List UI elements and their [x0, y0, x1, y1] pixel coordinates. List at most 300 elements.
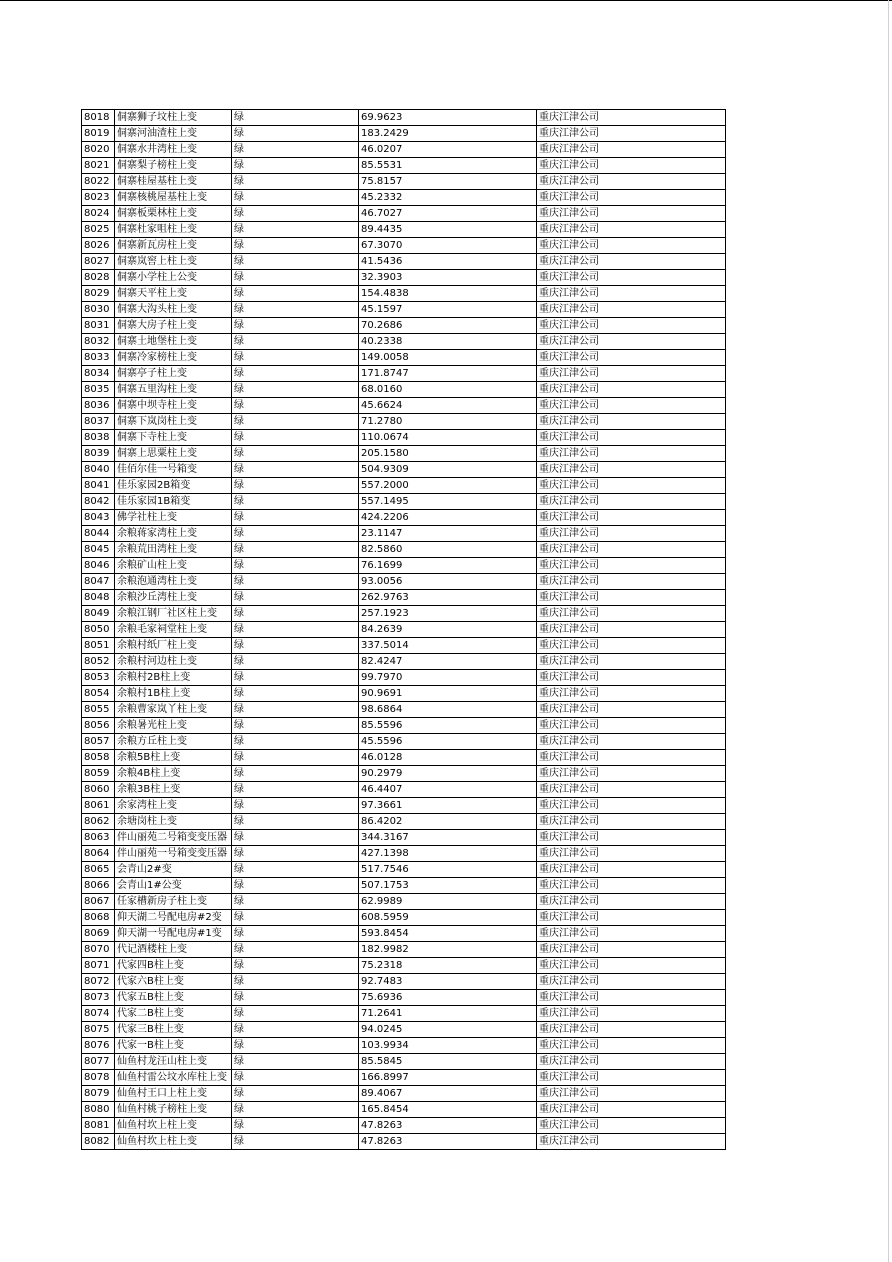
status-color-cell: 绿: [232, 526, 359, 542]
table-row: [82, 1038, 726, 1054]
value-cell: 41.5436: [359, 254, 537, 270]
row-id-cell: 8023: [82, 190, 115, 206]
row-id-cell: 8036: [82, 398, 115, 414]
transformer-name-cell: 余粮毛家祠堂柱上变: [115, 622, 232, 638]
table-row: [82, 974, 726, 990]
row-id-cell: 8053: [82, 670, 115, 686]
company-cell: 重庆江津公司: [537, 894, 726, 910]
value-cell: 262.9763: [359, 590, 537, 606]
table-row: [82, 590, 726, 606]
transformer-name-cell: 余塘岗柱上变: [115, 814, 232, 830]
row-id-cell: 8068: [82, 910, 115, 926]
value-cell: 85.5596: [359, 718, 537, 734]
transformer-name-cell: 余粮江钢厂社区柱上变: [115, 606, 232, 622]
transformer-name-cell: 佛学社柱上变: [115, 510, 232, 526]
value-cell: 75.6936: [359, 990, 537, 1006]
table-row: [82, 894, 726, 910]
company-cell: 重庆江津公司: [537, 798, 726, 814]
company-cell: 重庆江津公司: [537, 366, 726, 382]
transformer-name-cell: 代家五B柱上变: [115, 990, 232, 1006]
status-color-cell: 绿: [232, 894, 359, 910]
company-cell: 重庆江津公司: [537, 638, 726, 654]
status-color-cell: 绿: [232, 574, 359, 590]
transformer-name-cell: 余粮村纸厂柱上变: [115, 638, 232, 654]
company-cell: 重庆江津公司: [537, 958, 726, 974]
row-id-cell: 8054: [82, 686, 115, 702]
table-row: [82, 606, 726, 622]
table-row: [82, 702, 726, 718]
value-cell: 46.4407: [359, 782, 537, 798]
company-cell: 重庆江津公司: [537, 302, 726, 318]
company-cell: 重庆江津公司: [537, 158, 726, 174]
value-cell: 69.9623: [359, 110, 537, 126]
company-cell: 重庆江津公司: [537, 142, 726, 158]
status-color-cell: 绿: [232, 750, 359, 766]
value-cell: 154.4838: [359, 286, 537, 302]
status-color-cell: 绿: [232, 366, 359, 382]
value-cell: 97.3661: [359, 798, 537, 814]
company-cell: 重庆江津公司: [537, 350, 726, 366]
value-cell: 40.2338: [359, 334, 537, 350]
table-row: [82, 990, 726, 1006]
transformer-name-cell: 侗寨核桃屋基柱上变: [115, 190, 232, 206]
row-id-cell: 8081: [82, 1118, 115, 1134]
row-id-cell: 8074: [82, 1006, 115, 1022]
table-row: [82, 382, 726, 398]
value-cell: 90.2979: [359, 766, 537, 782]
transformer-name-cell: 侗寨上思粟柱上变: [115, 446, 232, 462]
row-id-cell: 8061: [82, 798, 115, 814]
table-row: [82, 638, 726, 654]
transformer-name-cell: 余粮村河边柱上变: [115, 654, 232, 670]
transformer-name-cell: 代家二B柱上变: [115, 1006, 232, 1022]
value-cell: 45.1597: [359, 302, 537, 318]
table-row: [82, 430, 726, 446]
table-row: [82, 958, 726, 974]
company-cell: 重庆江津公司: [537, 574, 726, 590]
transformer-name-cell: 侗寨下岚岗柱上变: [115, 414, 232, 430]
table-row: [82, 206, 726, 222]
row-id-cell: 8067: [82, 894, 115, 910]
company-cell: 重庆江津公司: [537, 526, 726, 542]
table-row: [82, 366, 726, 382]
value-cell: 46.0128: [359, 750, 537, 766]
value-cell: 92.7483: [359, 974, 537, 990]
company-cell: 重庆江津公司: [537, 622, 726, 638]
row-id-cell: 8021: [82, 158, 115, 174]
status-color-cell: 绿: [232, 862, 359, 878]
value-cell: 110.0674: [359, 430, 537, 446]
value-cell: 182.9982: [359, 942, 537, 958]
status-color-cell: 绿: [232, 110, 359, 126]
row-id-cell: 8045: [82, 542, 115, 558]
status-color-cell: 绿: [232, 878, 359, 894]
table-row: [82, 286, 726, 302]
status-color-cell: 绿: [232, 222, 359, 238]
transformer-name-cell: 侗寨岚窖上柱上变: [115, 254, 232, 270]
table-row: [82, 158, 726, 174]
value-cell: 82.5860: [359, 542, 537, 558]
row-id-cell: 8055: [82, 702, 115, 718]
value-cell: 427.1398: [359, 846, 537, 862]
status-color-cell: 绿: [232, 1054, 359, 1070]
status-color-cell: 绿: [232, 654, 359, 670]
company-cell: 重庆江津公司: [537, 414, 726, 430]
row-id-cell: 8072: [82, 974, 115, 990]
row-id-cell: 8059: [82, 766, 115, 782]
value-cell: 67.3070: [359, 238, 537, 254]
company-cell: 重庆江津公司: [537, 974, 726, 990]
transformer-name-cell: 余粮3B柱上变: [115, 782, 232, 798]
table-row: [82, 878, 726, 894]
status-color-cell: 绿: [232, 190, 359, 206]
value-cell: 608.5959: [359, 910, 537, 926]
row-id-cell: 8032: [82, 334, 115, 350]
row-id-cell: 8035: [82, 382, 115, 398]
value-cell: 89.4435: [359, 222, 537, 238]
transformer-name-cell: 仰天湖二号配电房#2变: [115, 910, 232, 926]
row-id-cell: 8052: [82, 654, 115, 670]
company-cell: 重庆江津公司: [537, 1006, 726, 1022]
transformer-name-cell: 余粮矿山柱上变: [115, 558, 232, 574]
company-cell: 重庆江津公司: [537, 238, 726, 254]
row-id-cell: 8022: [82, 174, 115, 190]
table-body: [82, 110, 726, 1150]
row-id-cell: 8060: [82, 782, 115, 798]
transformer-name-cell: 侗寨狮子坟柱上变: [115, 110, 232, 126]
status-color-cell: 绿: [232, 766, 359, 782]
company-cell: 重庆江津公司: [537, 430, 726, 446]
value-cell: 46.7027: [359, 206, 537, 222]
status-color-cell: 绿: [232, 398, 359, 414]
status-color-cell: 绿: [232, 734, 359, 750]
transformer-name-cell: 侗寨中坝寺柱上变: [115, 398, 232, 414]
table-row: [82, 750, 726, 766]
table-row: [82, 174, 726, 190]
table-row: [82, 734, 726, 750]
transformer-name-cell: 佳佰尔佳一号箱变: [115, 462, 232, 478]
company-cell: 重庆江津公司: [537, 270, 726, 286]
row-id-cell: 8040: [82, 462, 115, 478]
table-row: [82, 1006, 726, 1022]
status-color-cell: 绿: [232, 926, 359, 942]
table-row: [82, 846, 726, 862]
transformer-name-cell: 佳乐家园1B箱变: [115, 494, 232, 510]
row-id-cell: 8033: [82, 350, 115, 366]
transformer-name-cell: 余粮荒田湾柱上变: [115, 542, 232, 558]
value-cell: 205.1580: [359, 446, 537, 462]
status-color-cell: 绿: [232, 958, 359, 974]
company-cell: 重庆江津公司: [537, 990, 726, 1006]
table-row: [82, 270, 726, 286]
status-color-cell: 绿: [232, 510, 359, 526]
transformer-name-cell: 仙鱼村雷公坟水库柱上变: [115, 1070, 232, 1086]
company-cell: 重庆江津公司: [537, 462, 726, 478]
status-color-cell: 绿: [232, 702, 359, 718]
status-color-cell: 绿: [232, 942, 359, 958]
table-row: [82, 478, 726, 494]
status-color-cell: 绿: [232, 1134, 359, 1150]
row-id-cell: 8066: [82, 878, 115, 894]
transformer-name-cell: 侗寨五里沟柱上变: [115, 382, 232, 398]
table-row: [82, 126, 726, 142]
row-id-cell: 8048: [82, 590, 115, 606]
transformer-name-cell: 仙鱼村坎上柱上变: [115, 1118, 232, 1134]
row-id-cell: 8062: [82, 814, 115, 830]
value-cell: 93.0056: [359, 574, 537, 590]
value-cell: 82.4247: [359, 654, 537, 670]
value-cell: 557.1495: [359, 494, 537, 510]
table-row: [82, 1086, 726, 1102]
transformer-name-cell: 侗寨新瓦房柱上变: [115, 238, 232, 254]
status-color-cell: 绿: [232, 206, 359, 222]
value-cell: 84.2639: [359, 622, 537, 638]
transformer-name-cell: 代记酒楼柱上变: [115, 942, 232, 958]
company-cell: 重庆江津公司: [537, 110, 726, 126]
company-cell: 重庆江津公司: [537, 558, 726, 574]
value-cell: 75.2318: [359, 958, 537, 974]
row-id-cell: 8077: [82, 1054, 115, 1070]
table-row: [82, 462, 726, 478]
company-cell: 重庆江津公司: [537, 334, 726, 350]
status-color-cell: 绿: [232, 174, 359, 190]
status-color-cell: 绿: [232, 1022, 359, 1038]
status-color-cell: 绿: [232, 430, 359, 446]
status-color-cell: 绿: [232, 286, 359, 302]
transformer-name-cell: 任家槽新房子柱上变: [115, 894, 232, 910]
transformer-name-cell: 仰天湖一号配电房#1变: [115, 926, 232, 942]
status-color-cell: 绿: [232, 270, 359, 286]
status-color-cell: 绿: [232, 830, 359, 846]
table-row: [82, 334, 726, 350]
row-id-cell: 8065: [82, 862, 115, 878]
status-color-cell: 绿: [232, 494, 359, 510]
value-cell: 98.6864: [359, 702, 537, 718]
status-color-cell: 绿: [232, 238, 359, 254]
value-cell: 32.3903: [359, 270, 537, 286]
company-cell: 重庆江津公司: [537, 862, 726, 878]
table-row: [82, 670, 726, 686]
row-id-cell: 8028: [82, 270, 115, 286]
company-cell: 重庆江津公司: [537, 1102, 726, 1118]
company-cell: 重庆江津公司: [537, 190, 726, 206]
company-cell: 重庆江津公司: [537, 782, 726, 798]
company-cell: 重庆江津公司: [537, 1054, 726, 1070]
transformer-name-cell: 余粮暑光柱上变: [115, 718, 232, 734]
company-cell: 重庆江津公司: [537, 910, 726, 926]
transformer-name-cell: 侗寨水井湾柱上变: [115, 142, 232, 158]
company-cell: 重庆江津公司: [537, 718, 726, 734]
value-cell: 165.8454: [359, 1102, 537, 1118]
status-color-cell: 绿: [232, 670, 359, 686]
value-cell: 45.5596: [359, 734, 537, 750]
value-cell: 71.2641: [359, 1006, 537, 1022]
status-color-cell: 绿: [232, 126, 359, 142]
transformer-name-cell: 余粮方丘柱上变: [115, 734, 232, 750]
transformer-name-cell: 会青山1#公变: [115, 878, 232, 894]
row-id-cell: 8019: [82, 126, 115, 142]
status-color-cell: 绿: [232, 638, 359, 654]
table-row: [82, 1054, 726, 1070]
company-cell: 重庆江津公司: [537, 878, 726, 894]
table-row: [82, 862, 726, 878]
table-row: [82, 766, 726, 782]
table-row: [82, 830, 726, 846]
transformer-name-cell: 余粮泡通湾柱上变: [115, 574, 232, 590]
company-cell: 重庆江津公司: [537, 318, 726, 334]
transformer-name-cell: 侗寨小学柱上公变: [115, 270, 232, 286]
transformer-name-cell: 代家一B柱上变: [115, 1038, 232, 1054]
value-cell: 504.9309: [359, 462, 537, 478]
row-id-cell: 8041: [82, 478, 115, 494]
transformer-name-cell: 余粮村2B柱上变: [115, 670, 232, 686]
row-id-cell: 8034: [82, 366, 115, 382]
company-cell: 重庆江津公司: [537, 670, 726, 686]
company-cell: 重庆江津公司: [537, 1022, 726, 1038]
table-row: [82, 350, 726, 366]
transformer-name-cell: 侗寨土地堡柱上变: [115, 334, 232, 350]
table-row: [82, 222, 726, 238]
row-id-cell: 8071: [82, 958, 115, 974]
value-cell: 75.8157: [359, 174, 537, 190]
value-cell: 171.8747: [359, 366, 537, 382]
table-row: [82, 654, 726, 670]
row-id-cell: 8030: [82, 302, 115, 318]
transformer-name-cell: 余粮蒋家湾柱上变: [115, 526, 232, 542]
value-cell: 344.3167: [359, 830, 537, 846]
table-row: [82, 798, 726, 814]
transformer-name-cell: 伴山丽苑二号箱变变压器: [115, 830, 232, 846]
company-cell: 重庆江津公司: [537, 846, 726, 862]
transformer-name-cell: 侗寨冷家榜柱上变: [115, 350, 232, 366]
value-cell: 71.2780: [359, 414, 537, 430]
transformer-name-cell: 仙鱼村坎上柱上变: [115, 1134, 232, 1150]
value-cell: 23.1147: [359, 526, 537, 542]
company-cell: 重庆江津公司: [537, 1086, 726, 1102]
status-color-cell: 绿: [232, 606, 359, 622]
row-id-cell: 8050: [82, 622, 115, 638]
company-cell: 重庆江津公司: [537, 494, 726, 510]
status-color-cell: 绿: [232, 542, 359, 558]
table-row: [82, 510, 726, 526]
status-color-cell: 绿: [232, 990, 359, 1006]
row-id-cell: 8039: [82, 446, 115, 462]
company-cell: 重庆江津公司: [537, 206, 726, 222]
page-top-border: [0, 0, 892, 1]
company-cell: 重庆江津公司: [537, 654, 726, 670]
transformer-name-cell: 侗寨天平柱上变: [115, 286, 232, 302]
row-id-cell: 8070: [82, 942, 115, 958]
transformer-name-cell: 侗寨桂屋基柱上变: [115, 174, 232, 190]
table-row: [82, 1070, 726, 1086]
company-cell: 重庆江津公司: [537, 510, 726, 526]
transformer-name-cell: 仙鱼村龙汪山柱上变: [115, 1054, 232, 1070]
status-color-cell: 绿: [232, 558, 359, 574]
transformer-name-cell: 侗寨杜家咀柱上变: [115, 222, 232, 238]
table-row: [82, 574, 726, 590]
row-id-cell: 8075: [82, 1022, 115, 1038]
company-cell: 重庆江津公司: [537, 126, 726, 142]
table-row: [82, 1102, 726, 1118]
company-cell: 重庆江津公司: [537, 254, 726, 270]
value-cell: 47.8263: [359, 1134, 537, 1150]
status-color-cell: 绿: [232, 478, 359, 494]
status-color-cell: 绿: [232, 1038, 359, 1054]
company-cell: 重庆江津公司: [537, 446, 726, 462]
company-cell: 重庆江津公司: [537, 766, 726, 782]
row-id-cell: 8020: [82, 142, 115, 158]
status-color-cell: 绿: [232, 334, 359, 350]
table-row: [82, 1118, 726, 1134]
row-id-cell: 8079: [82, 1086, 115, 1102]
value-cell: 85.5531: [359, 158, 537, 174]
table-row: [82, 558, 726, 574]
transformer-name-cell: 余家湾柱上变: [115, 798, 232, 814]
row-id-cell: 8047: [82, 574, 115, 590]
value-cell: 45.6624: [359, 398, 537, 414]
table-row: [82, 686, 726, 702]
value-cell: 94.0245: [359, 1022, 537, 1038]
row-id-cell: 8038: [82, 430, 115, 446]
value-cell: 557.2000: [359, 478, 537, 494]
company-cell: 重庆江津公司: [537, 1070, 726, 1086]
transformer-name-cell: 代家四B柱上变: [115, 958, 232, 974]
company-cell: 重庆江津公司: [537, 590, 726, 606]
transformer-name-cell: 仙鱼村王口上柱上变: [115, 1086, 232, 1102]
value-cell: 593.8454: [359, 926, 537, 942]
status-color-cell: 绿: [232, 782, 359, 798]
transformer-name-cell: 侗寨梨子榜柱上变: [115, 158, 232, 174]
row-id-cell: 8018: [82, 110, 115, 126]
row-id-cell: 8064: [82, 846, 115, 862]
transformer-name-cell: 余粮沙丘湾柱上变: [115, 590, 232, 606]
value-cell: 46.0207: [359, 142, 537, 158]
company-cell: 重庆江津公司: [537, 478, 726, 494]
value-cell: 103.9934: [359, 1038, 537, 1054]
row-id-cell: 8043: [82, 510, 115, 526]
status-color-cell: 绿: [232, 1086, 359, 1102]
status-color-cell: 绿: [232, 910, 359, 926]
status-color-cell: 绿: [232, 382, 359, 398]
status-color-cell: 绿: [232, 846, 359, 862]
value-cell: 183.2429: [359, 126, 537, 142]
status-color-cell: 绿: [232, 1118, 359, 1134]
value-cell: 90.9691: [359, 686, 537, 702]
status-color-cell: 绿: [232, 414, 359, 430]
table-row: [82, 910, 726, 926]
table-row: [82, 494, 726, 510]
company-cell: 重庆江津公司: [537, 1134, 726, 1150]
row-id-cell: 8029: [82, 286, 115, 302]
row-id-cell: 8026: [82, 238, 115, 254]
status-color-cell: 绿: [232, 718, 359, 734]
row-id-cell: 8058: [82, 750, 115, 766]
value-cell: 68.0160: [359, 382, 537, 398]
transformer-name-cell: 余粮曹家岚丫柱上变: [115, 702, 232, 718]
transformer-name-cell: 代家六B柱上变: [115, 974, 232, 990]
row-id-cell: 8076: [82, 1038, 115, 1054]
row-id-cell: 8051: [82, 638, 115, 654]
row-id-cell: 8078: [82, 1070, 115, 1086]
transformer-name-cell: 代家三B柱上变: [115, 1022, 232, 1038]
status-color-cell: 绿: [232, 254, 359, 270]
value-cell: 507.1753: [359, 878, 537, 894]
value-cell: 86.4202: [359, 814, 537, 830]
table-row: [82, 398, 726, 414]
table-row: [82, 318, 726, 334]
status-color-cell: 绿: [232, 1070, 359, 1086]
row-id-cell: 8037: [82, 414, 115, 430]
